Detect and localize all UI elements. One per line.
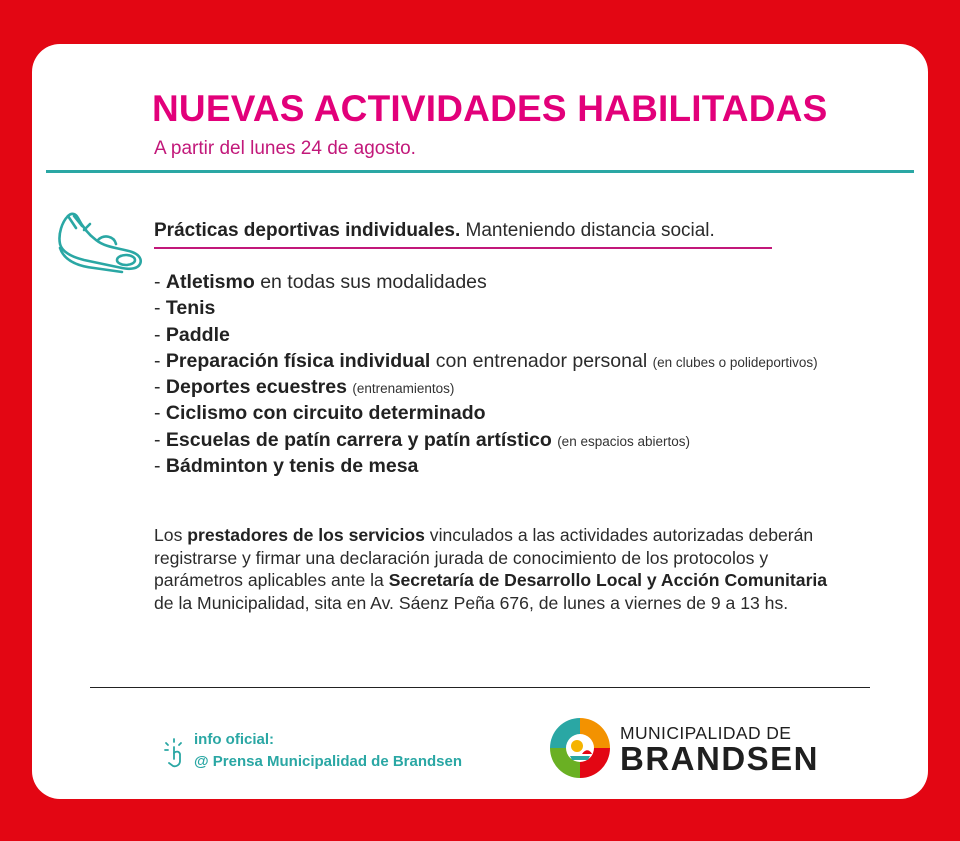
paragraph-text: parámetros aplicables ante la — [154, 570, 389, 591]
activity-note: (en espacios abiertos) — [557, 433, 691, 449]
sneaker-icon — [54, 204, 144, 276]
activity-item — [154, 270, 818, 296]
activity-name: Escuelas de patín carrera y patín artístico — [165, 428, 552, 451]
activity-item — [154, 454, 818, 480]
page-title: NUEVAS ACTIVIDADES HABILITADAS — [152, 88, 828, 129]
info-handle[interactable]: @ Prensa Municipalidad de Brandsen — [194, 753, 463, 770]
activity-prefix: - — [154, 428, 166, 451]
paragraph-bold: prestadores de los servicios — [187, 525, 425, 545]
activity-name: Preparación física individual — [165, 349, 431, 372]
paragraph-line: registrarse y firmar una declaración jurada de conocimiento de los protocolos y — [154, 547, 769, 568]
municipality-logo-text — [620, 724, 819, 776]
paragraph-line — [154, 524, 914, 547]
paragraph-line: de la Municipalidad, sita en Av. Sáenz Peña 676, de lunes a viernes de 9 a 13 hs. — [154, 592, 789, 613]
activity-item — [154, 428, 818, 454]
section-underline — [154, 247, 772, 249]
section-heading-bold: Prácticas deportivas individuales. — [154, 220, 461, 241]
info-block — [168, 729, 462, 773]
paragraph-text: Los — [154, 525, 188, 545]
activity-note: (entrenamientos) — [352, 381, 455, 397]
activity-name: Deportes ecuestres — [165, 376, 347, 399]
section-heading-rest: Manteniendo distancia social. — [460, 220, 715, 241]
activity-detail: con entrenador personal — [430, 349, 653, 372]
header-divider — [46, 170, 914, 173]
activity-prefix: - — [154, 297, 166, 320]
page-subtitle: A partir del lunes 24 de agosto. — [154, 138, 416, 159]
paragraph-bold: Secretaría de Desarrollo Local y Acción Comunitaria — [388, 570, 828, 591]
activity-prefix: - — [154, 402, 166, 425]
activity-detail: en todas sus modalidades — [254, 271, 487, 293]
brandsen-logo-icon — [548, 716, 612, 780]
info-label: info oficial: — [194, 731, 274, 748]
activity-item — [154, 323, 818, 349]
activity-prefix: - — [154, 349, 166, 372]
paragraph-text: vinculados a las actividades autorizadas deberán — [424, 525, 814, 545]
activities-list — [154, 270, 818, 480]
activity-name: Atletismo — [165, 271, 255, 293]
activity-name: Paddle — [165, 323, 230, 346]
logo-line-1: MUNICIPALIDAD DE — [620, 723, 792, 743]
activity-name: Bádminton y tenis de mesa — [165, 455, 419, 478]
info-paragraph — [154, 524, 914, 614]
activity-name: Tenis — [165, 297, 216, 320]
activity-name: Ciclismo con circuito determinado — [165, 402, 486, 425]
activity-item — [154, 296, 818, 322]
activity-item — [154, 375, 818, 401]
logo-line-2: BRANDSEN — [620, 740, 820, 777]
activity-item — [154, 401, 818, 427]
activity-note: (en clubes o polideportivos) — [652, 354, 818, 370]
paragraph-line — [154, 569, 914, 592]
activity-item — [154, 349, 818, 375]
section-heading — [154, 220, 715, 242]
footer-divider — [90, 687, 870, 688]
activity-prefix: - — [154, 271, 166, 293]
activity-prefix: - — [154, 323, 166, 346]
content-card — [32, 44, 928, 799]
activity-prefix: - — [154, 455, 166, 478]
activity-prefix: - — [154, 376, 166, 399]
